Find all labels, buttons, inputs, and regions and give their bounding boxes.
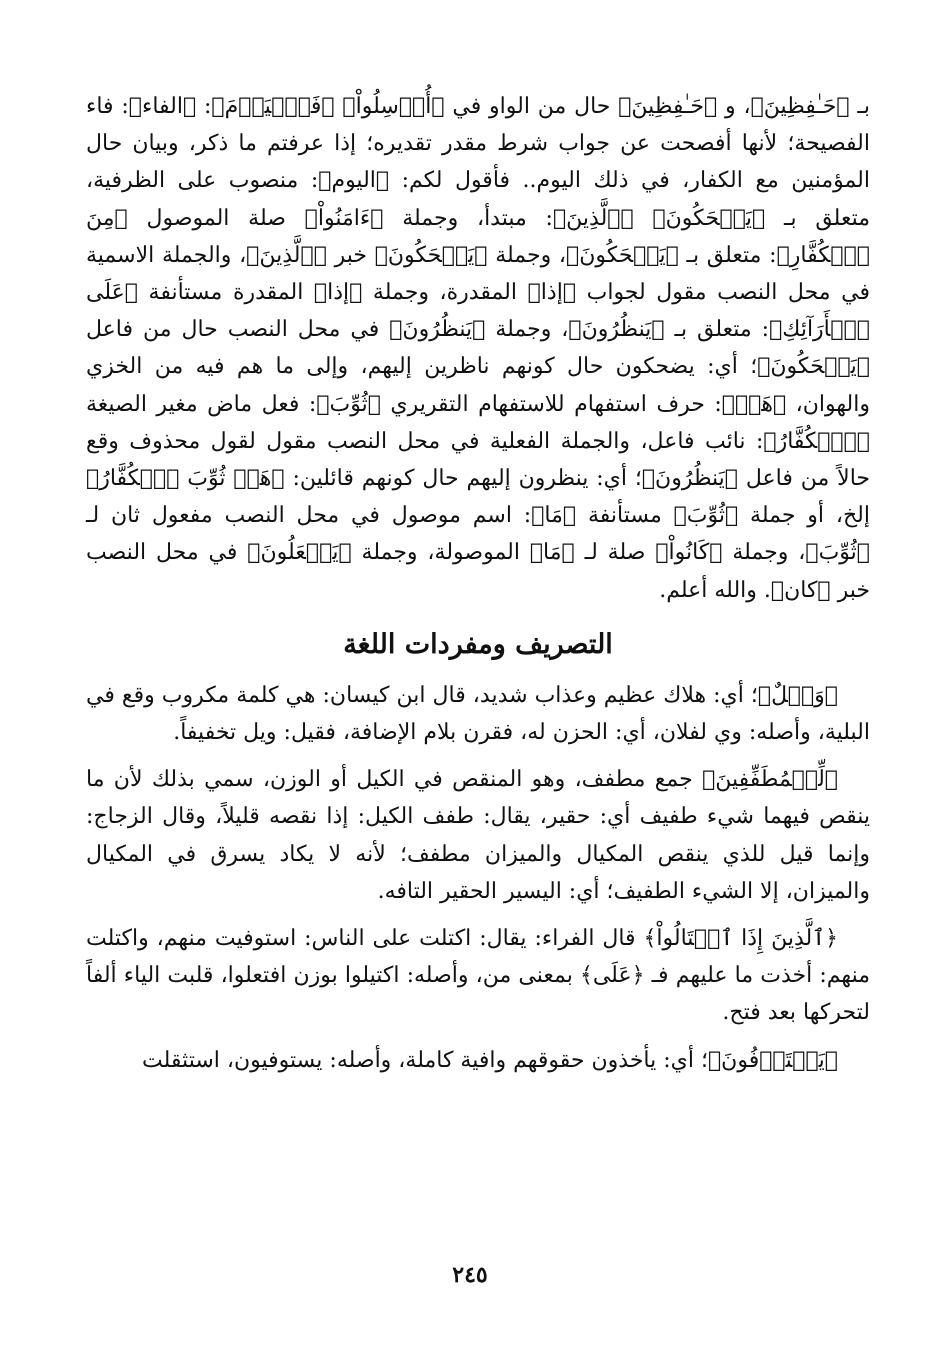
body-paragraph-1: بـ ﴿حَـٰفِظِينَ﴾، و ﴿حَـٰفِظِينَ﴾ حال من الواو في ﴿أُرۡسِلُواْ﴾ ﴿فَٱلۡيَوۡمَ﴾: ﴿الفاء﴾: فاء الفصيحة؛ لأنها أفصحت عن جواب شرط مقدر تقديره؛ إذا عرفتم ما ذكر، وبيان حال المؤمنين مع الكفار، في ذلك اليوم.. فأقول لكم: ﴿اليوم﴾: منصوب على الظرفية، متعلق بـ ﴿يَضۡحَكُونَ﴾ ﴿ٱلَّذِينَ﴾: مبتدأ، وجملة ﴿ءَامَنُواْ﴾ صلة الموصول ﴿مِنَ ٱلۡكُفَّارِ﴾: متعلق بـ ﴿يَضۡحَكُونَ﴾، وجملة ﴿يَضۡحَكُونَ﴾ خبر ﴿ٱلَّذِينَ﴾، والجملة الاسمية في محل النصب مقول لجواب ﴿إذا﴾ المقدرة، وجملة ﴿إذا﴾ المقدرة مستأنفة ﴿عَلَى ٱلۡأَرَآئِكِ﴾: متعلق بـ ﴿يَنظُرُونَ﴾، وجملة ﴿يَنظُرُونَ﴾ في محل النصب حال من فاعل ﴿يَضۡحَكُونَ﴾؛ أي: يضحكون حال كونهم ناظرين إليهم، وإلى ما هم فيه من الخزي والهوان، ﴿هَلۡ﴾: حرف استفهام للاستفهام التقريري ﴿ثُوِّبَ﴾: فعل ماض مغير الصيغة ﴿ٱلۡكُفَّارُ﴾: نائب فاعل، والجملة الفعلية في محل النصب مقول لقول محذوف وقع حالاً من فاعل ﴿يَنظُرُونَ﴾؛ أي: ينظرون إليهم حال كونهم قائلين: ﴿هَلۡ ثُوِّبَ ٱلۡكُفَّارُ﴾ إلخ، أو جملة ﴿ثُوِّبَ﴾ مستأنفة ﴿مَا﴾: اسم موصول في محل النصب مفعول ثان لـ ﴿ثُوِّبَ﴾، وجملة ﴿كَانُواْ﴾ صلة لـ ﴿مَا﴾ الموصولة، وجملة ﴿يَفۡعَلُونَ﴾ في محل النصب خبر ﴿كان﴾. والله أعلم. bbox=[86, 94, 870, 603]
paragraph-gap bbox=[86, 751, 870, 761]
body-paragraph-5: ﴿يَسۡتَوۡفُونَ﴾؛ أي: يأخذون حقوقهم وافية كاملة، وأصله: يستوفيون، استثقلت bbox=[142, 1047, 838, 1073]
page-number: ٢٤٥ bbox=[452, 1262, 488, 1288]
paragraph-gap bbox=[86, 1032, 870, 1042]
body-paragraph-4: ﴿ٱلَّذِينَ إِذَا ٱكۡتَالُواْ﴾ قال الفراء: يقال: اكتلت على الناس: استوفيت منهم، واكتلت منهم: أخذت ما عليهم فـ ﴿عَلَى﴾ بمعنى من، وأصله: اكتيلوا بوزن افتعلوا، قلبت الياء ألفاً لتحركها بعد فتح. bbox=[86, 926, 870, 1026]
paragraph-gap bbox=[86, 910, 870, 920]
body-paragraph-3: ﴿لِّلۡمُطَفِّفِينَ﴾ جمع مطفف، وهو المنقص في الكيل أو الوزن، سمي بذلك لأن ما ينقص فيهما شيء طفيف أي: حقير، يقال: طفف الكيل: إذا نقصه قليلاً، وقال الزجاج: وإنما قيل للذي ينقص المكيال والميزان مطفف؛ لأنه لا يكاد يسرق في المكيال والميزان، إلا الشيء الطفيف؛ أي: اليسير الحقير التافه. bbox=[86, 767, 870, 904]
page-body bbox=[86, 88, 870, 1338]
body-paragraph-2: ﴿وَيۡلٌ﴾؛ أي: هلاك عظيم وعذاب شديد، قال ابن كيسان: هي كلمة مكروب وقع في البلية، وأصله: وي لفلان، أي: الحزن له، فقرن بلام الإضافة، فقيل: ويل تخفيفاً. bbox=[86, 682, 870, 746]
section-heading: التصريف ومفردات اللغة bbox=[343, 628, 613, 660]
